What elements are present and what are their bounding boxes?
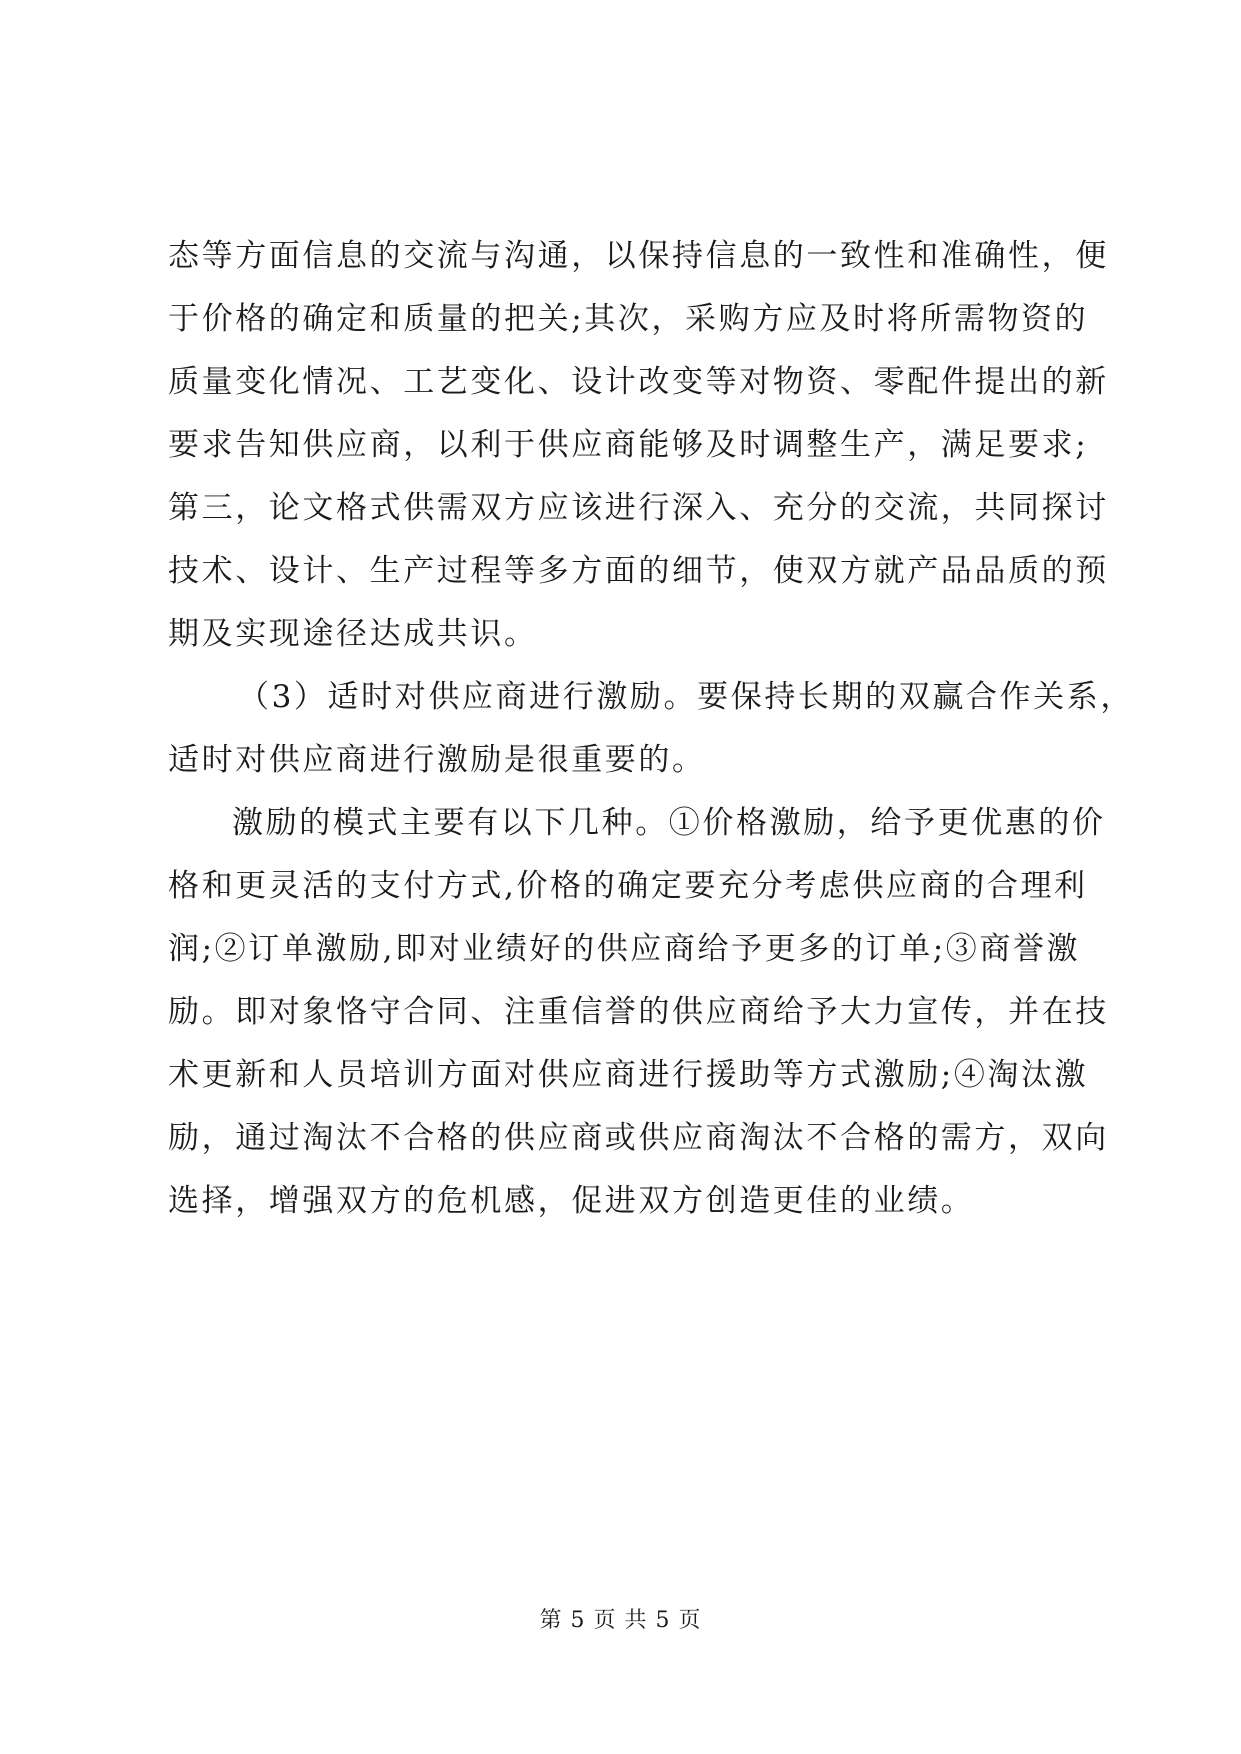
body-text-line: 激励的模式主要有以下几种。①价格激励，给予更优惠的价 [232, 805, 1106, 841]
body-text-line: （3）适时对供应商进行激励。要保持长期的双赢合作关系， [238, 679, 1134, 715]
body-text-line: 励，通过淘汰不合格的供应商或供应商淘汰不合格的需方，双向 [168, 1120, 1109, 1156]
body-text-line: 技术、设计、生产过程等多方面的细节，使双方就产品品质的预 [168, 553, 1109, 589]
body-text-line: 术更新和人员培训方面对供应商进行援助等方式激励;④淘汰激 [168, 1057, 1089, 1093]
body-text-line: 质量变化情况、工艺变化、设计改变等对物资、零配件提出的新 [168, 364, 1109, 400]
body-text-line: 第三，论文格式供需双方应该进行深入、充分的交流，共同探讨 [168, 490, 1109, 526]
page-number-footer: 第 5 页 共 5 页 [539, 1608, 702, 1633]
body-text-line: 选择，增强双方的危机感，促进双方创造更佳的业绩。 [168, 1183, 975, 1219]
body-text-line: 适时对供应商进行激励是很重要的。 [168, 742, 706, 778]
body-text-line: 格和更灵活的支付方式,价格的确定要充分考虑供应商的合理利 [168, 868, 1088, 904]
body-text-line: 于价格的确定和质量的把关;其次，采购方应及时将所需物资的 [168, 301, 1089, 337]
body-text-line: 要求告知供应商，以利于供应商能够及时调整生产，满足要求; [168, 427, 1089, 463]
body-text-line: 态等方面信息的交流与沟通，以保持信息的一致性和准确性，便 [168, 238, 1109, 274]
body-text-line: 励。即对象恪守合同、注重信誉的供应商给予大力宣传，并在技 [168, 994, 1109, 1030]
body-text-line: 润;②订单激励,即对业绩好的供应商给予更多的订单;③商誉激 [168, 931, 1081, 967]
body-text-line: 期及实现途径达成共识。 [168, 616, 538, 652]
